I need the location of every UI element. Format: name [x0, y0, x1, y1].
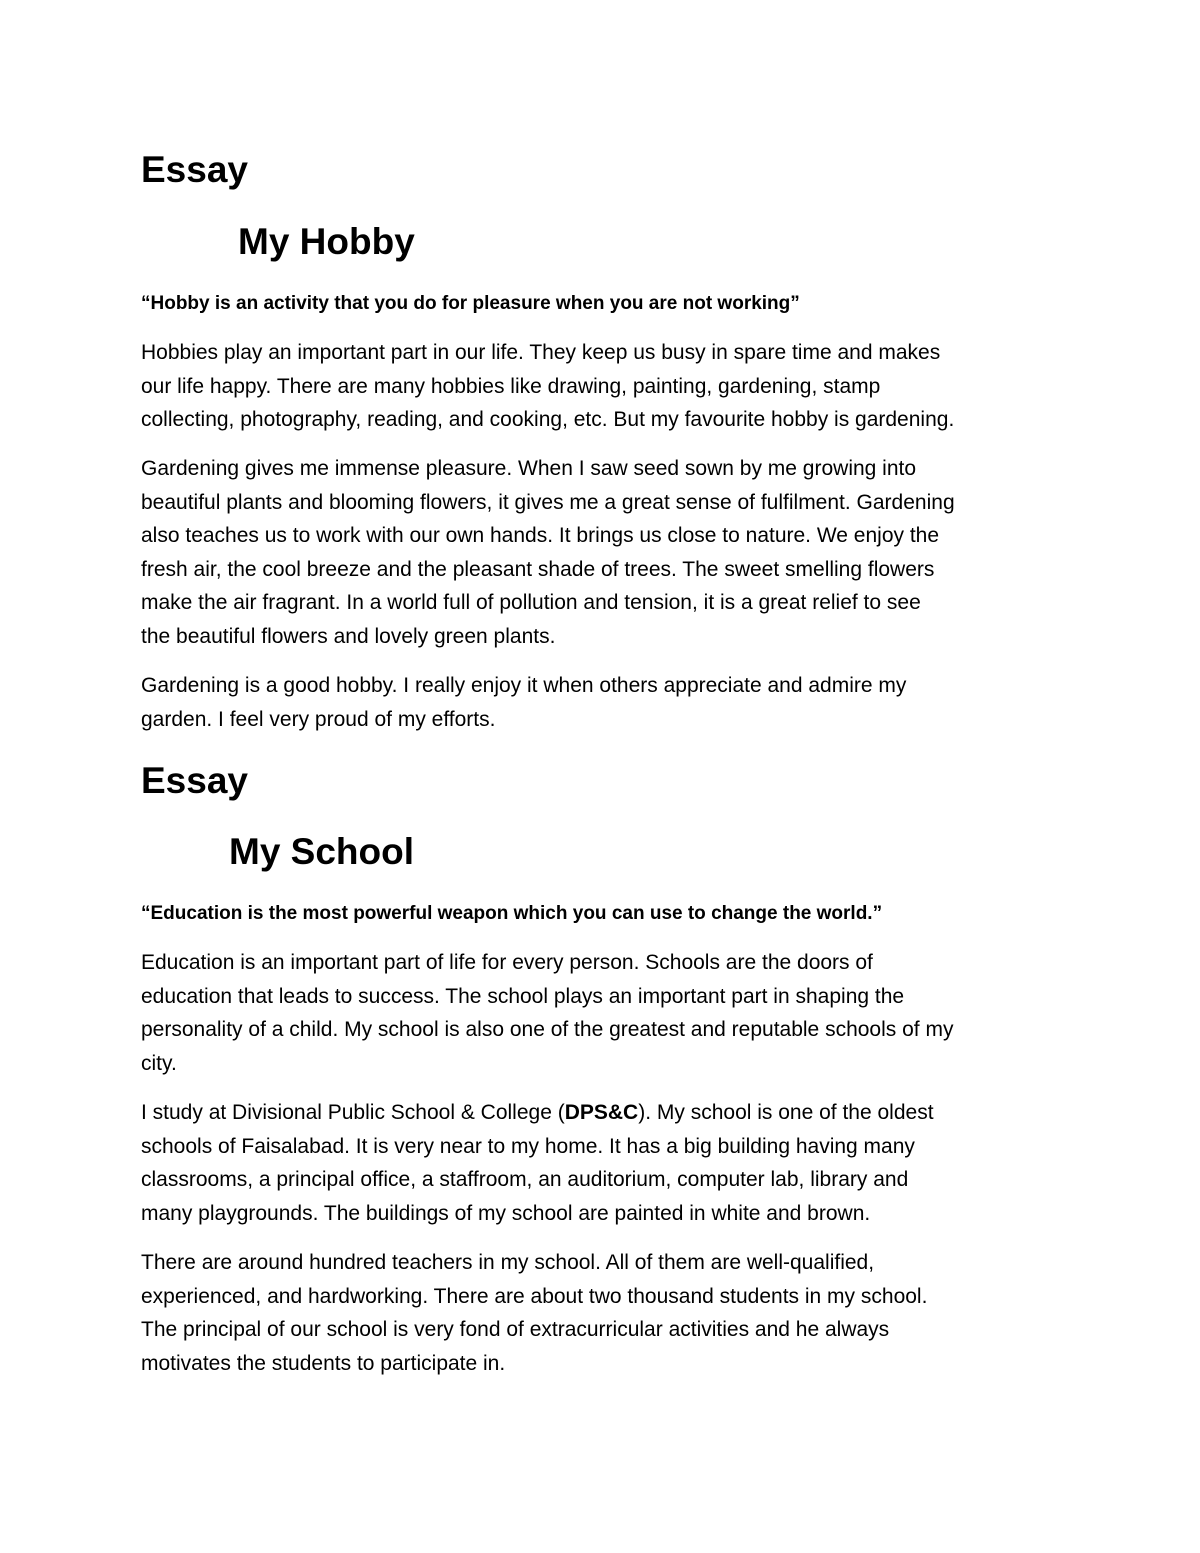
text-run: I study at Divisional Public School & College ( — [141, 1101, 565, 1124]
text-run: ). My school is one of the oldest — [638, 1101, 934, 1124]
paragraph — [141, 1246, 1071, 1380]
paragraph-line — [141, 1096, 1071, 1130]
paragraph — [141, 669, 1071, 736]
essay-quote: “Hobby is an activity that you do for pleasure when you are not working” — [141, 293, 800, 314]
paragraph-line: Gardening gives me immense pleasure. When I saw seed sown by me growing into — [141, 457, 917, 480]
essay-label: Essay — [141, 149, 248, 190]
paragraph-line: There are around hundred teachers in my school. All of them are well-qualified, — [141, 1251, 875, 1274]
school-abbreviation: DPS&C — [564, 1101, 639, 1124]
essay-title: My Hobby — [238, 221, 415, 262]
essay-label: Essay — [141, 760, 248, 801]
paragraph-line: many playgrounds. The buildings of my school are painted in white and brown. — [141, 1201, 871, 1225]
paragraph-line: The principal of our school is very fond of extracurricular activities and he always — [141, 1318, 890, 1341]
paragraph — [141, 1096, 1071, 1230]
paragraph-line: garden. I feel very proud of my efforts. — [141, 707, 496, 731]
paragraph-line: experienced, and hardworking. There are about two thousand students in my school. — [141, 1284, 928, 1308]
paragraph-line: education that leads to success. The school plays an important part in shaping the — [141, 984, 905, 1008]
paragraph-line: also teaches us to work with our own hands. It brings us close to nature. We enjoy the — [141, 524, 940, 547]
paragraph-line: classrooms, a principal office, a staffroom, an auditorium, computer lab, library and — [141, 1168, 909, 1191]
paragraph-line: motivates the students to participate in. — [141, 1351, 506, 1375]
paragraph-line: the beautiful flowers and lovely green plants. — [141, 624, 556, 648]
paragraph-line: city. — [141, 1051, 177, 1075]
paragraph-line: schools of Faisalabad. It is very near to my home. It has a big building having many — [141, 1134, 915, 1158]
essay-title: My School — [229, 831, 415, 872]
paragraph — [141, 946, 1071, 1080]
paragraph-line: Hobbies play an important part in our life. They keep us busy in spare time and makes — [141, 341, 941, 364]
paragraph-line: make the air fragrant. In a world full of pollution and tension, it is a great relief to see — [141, 591, 921, 614]
paragraph-line: beautiful plants and blooming flowers, it gives me a great sense of fulfilment. Gardening — [141, 490, 955, 514]
paragraph-line: our life happy. There are many hobbies like drawing, painting, gardening, stamp — [141, 374, 881, 398]
paragraph-line: Gardening is a good hobby. I really enjoy it when others appreciate and admire my — [141, 674, 907, 697]
paragraph — [141, 336, 1071, 437]
paragraph-line: personality of a child. My school is also one of the greatest and reputable schools of my — [141, 1018, 954, 1041]
paragraph-line: Education is an important part of life for every person. Schools are the doors of — [141, 951, 873, 974]
paragraph-line: fresh air, the cool breeze and the pleasant shade of trees. The sweet smelling flowers — [141, 557, 935, 581]
paragraph — [141, 452, 1071, 653]
essay-quote: “Education is the most powerful weapon which you can use to change the world.” — [141, 903, 883, 924]
paragraph-line: collecting, photography, reading, and cooking, etc. But my favourite hobby is gardening. — [141, 408, 955, 431]
